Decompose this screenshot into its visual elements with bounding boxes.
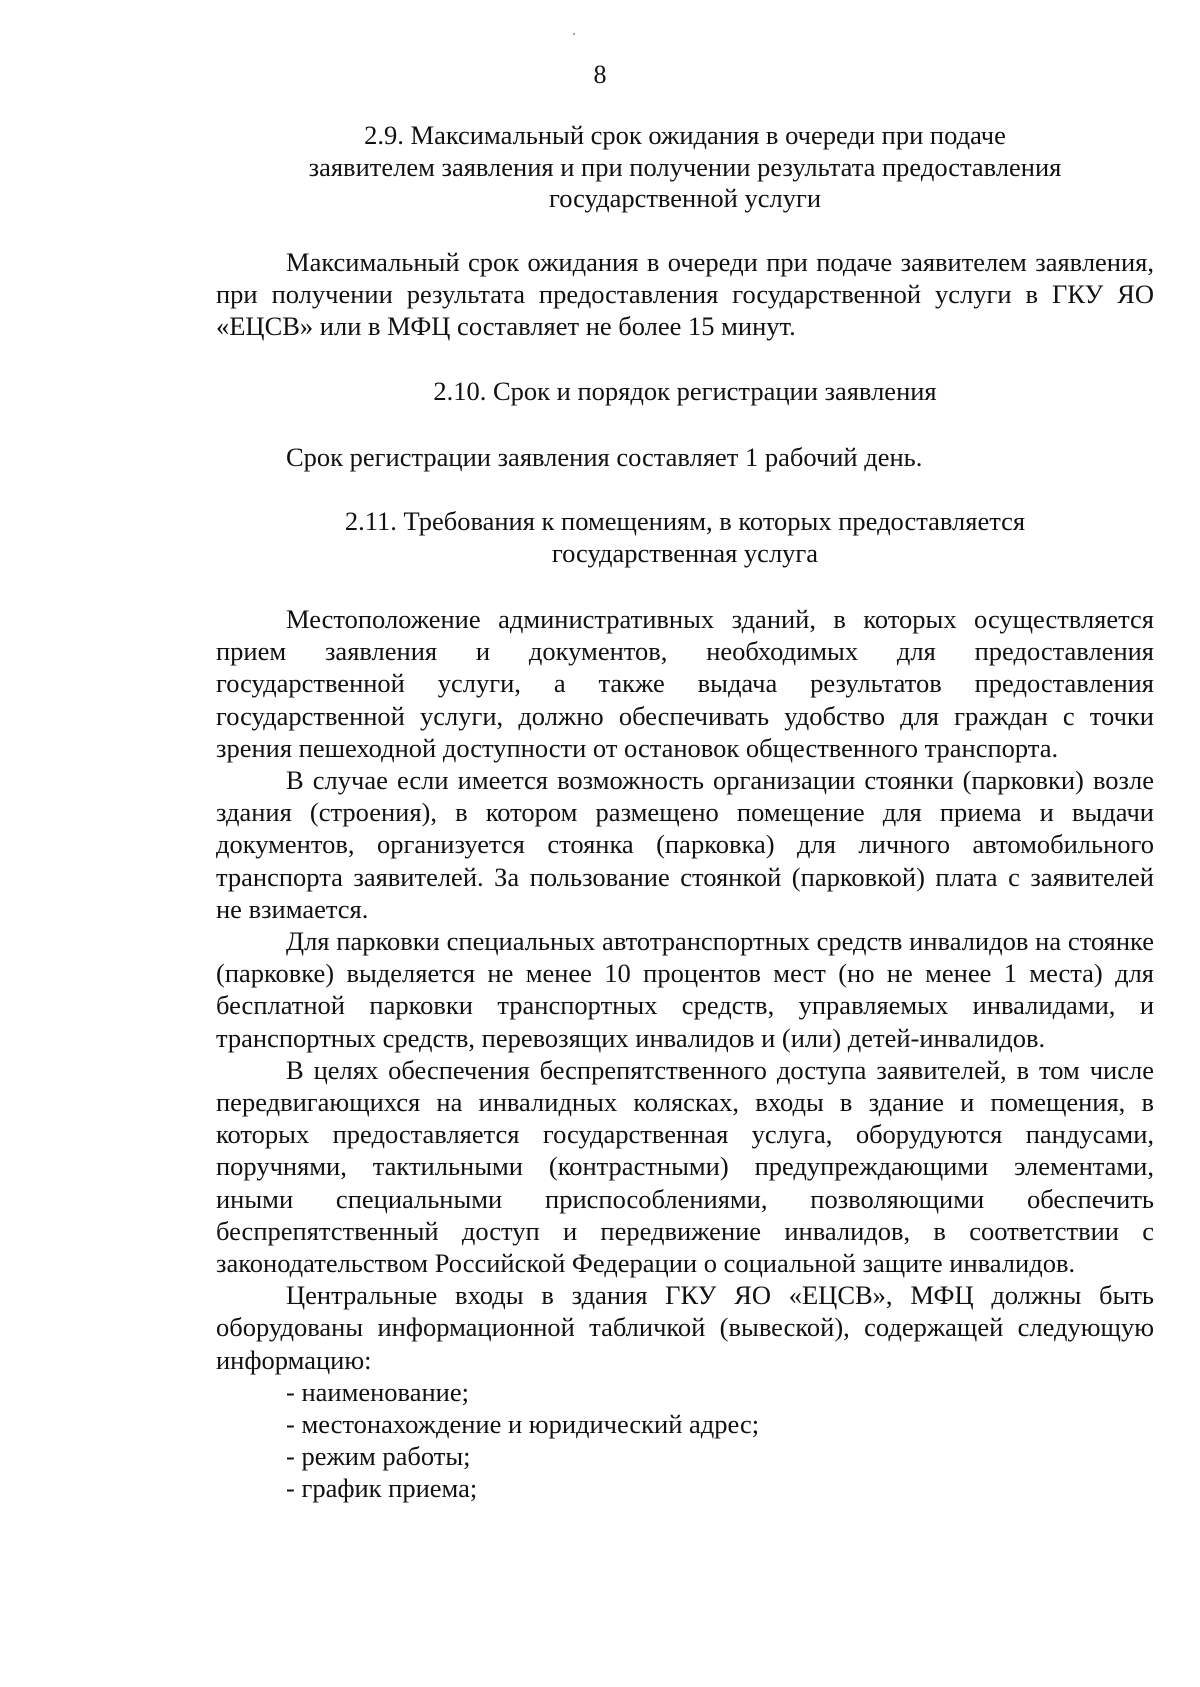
paragraph: Для парковки специальных автотранспортных средств инвалидов на стоянке (парковке) выделяется не менее 10 процентов мест (но не менее 1 места) для бесплатной парковки транспортных средств, управляемых инвалидами, и транспортных средств, перевозящих инвалидов и (или) детей-инвалидов. xyxy=(216,926,1154,1053)
section-2-9-heading xyxy=(216,120,1154,215)
heading-line: 2.11. Требования к помещениям, в которых предоставляется xyxy=(344,506,1026,536)
paragraph: В случае если имеется возможность организации стоянки (парковки) возле здания (строения), в котором размещено помещение для приема и выдачи документов, организуется стоянка (парковка) для личного автомобильного транспорта заявителей. За пользование стоянкой (парковкой) плата с заявителей не взимается. xyxy=(216,765,1154,924)
paragraph: Центральные входы в здания ГКУ ЯО «ЕЦСВ», МФЦ должны быть оборудованы информационной табличкой (вывеской), содержащей следующую информацию: xyxy=(216,1280,1154,1375)
heading-line: 2.10. Срок и порядок регистрации заявления xyxy=(433,376,937,406)
section-2-11-heading xyxy=(216,506,1154,569)
heading-line: государственная услуга xyxy=(551,537,819,568)
section-2-11-body xyxy=(216,603,1154,1505)
heading-line: государственной услуги xyxy=(548,183,822,213)
paragraph: Максимальный срок ожидания в очереди при подаче заявителем заявления, при получении результата предоставления государственной услуги в ГКУ ЯО «ЕЦСВ» или в МФЦ составляет не более 15 минут. xyxy=(216,247,1154,342)
list-item: - наименование; xyxy=(286,1376,469,1407)
section-2-9-body xyxy=(216,246,1154,343)
paragraph: Срок регистрации заявления составляет 1 рабочий день. xyxy=(286,442,923,472)
list-item: - режим работы; xyxy=(286,1441,471,1472)
list-item: - график приема; xyxy=(286,1473,478,1504)
heading-line: заявителем заявления и при получении результата предоставления xyxy=(308,151,1062,182)
paragraph: Местоположение административных зданий, в которых осуществляется прием заявления и документов, необходимых для предоставления государственной услуги, а также выдача результатов предоставления государственной услуги, должно обеспечивать удобство для граждан с точки зрения пешеходной доступности от остановок общественного транспорта. xyxy=(216,604,1154,763)
section-2-10-body xyxy=(216,441,1154,473)
heading-line: 2.9. Максимальный срок ожидания в очереди при подаче xyxy=(364,120,1006,150)
paragraph: В целях обеспечения беспрепятственного доступа заявителей, в том числе передвигающихся на инвалидных колясках, входы в здание и помещения, в которых предоставляется государственная услуга, оборудуются пандусами, поручнями, тактильными (контрастными) предупреждающими элементами, иными специальными приспособлениями, позволяющими обеспечить беспрепятственный доступ и передвижение инвалидов, в соответствии с законодательством Российской Федерации о социальной защите инвалидов. xyxy=(216,1054,1154,1279)
page-number: 8 xyxy=(593,60,607,89)
list-item: - местонахождение и юридический адрес; xyxy=(286,1409,760,1440)
scan-speck xyxy=(573,33,575,35)
section-2-10-heading xyxy=(216,376,1154,408)
